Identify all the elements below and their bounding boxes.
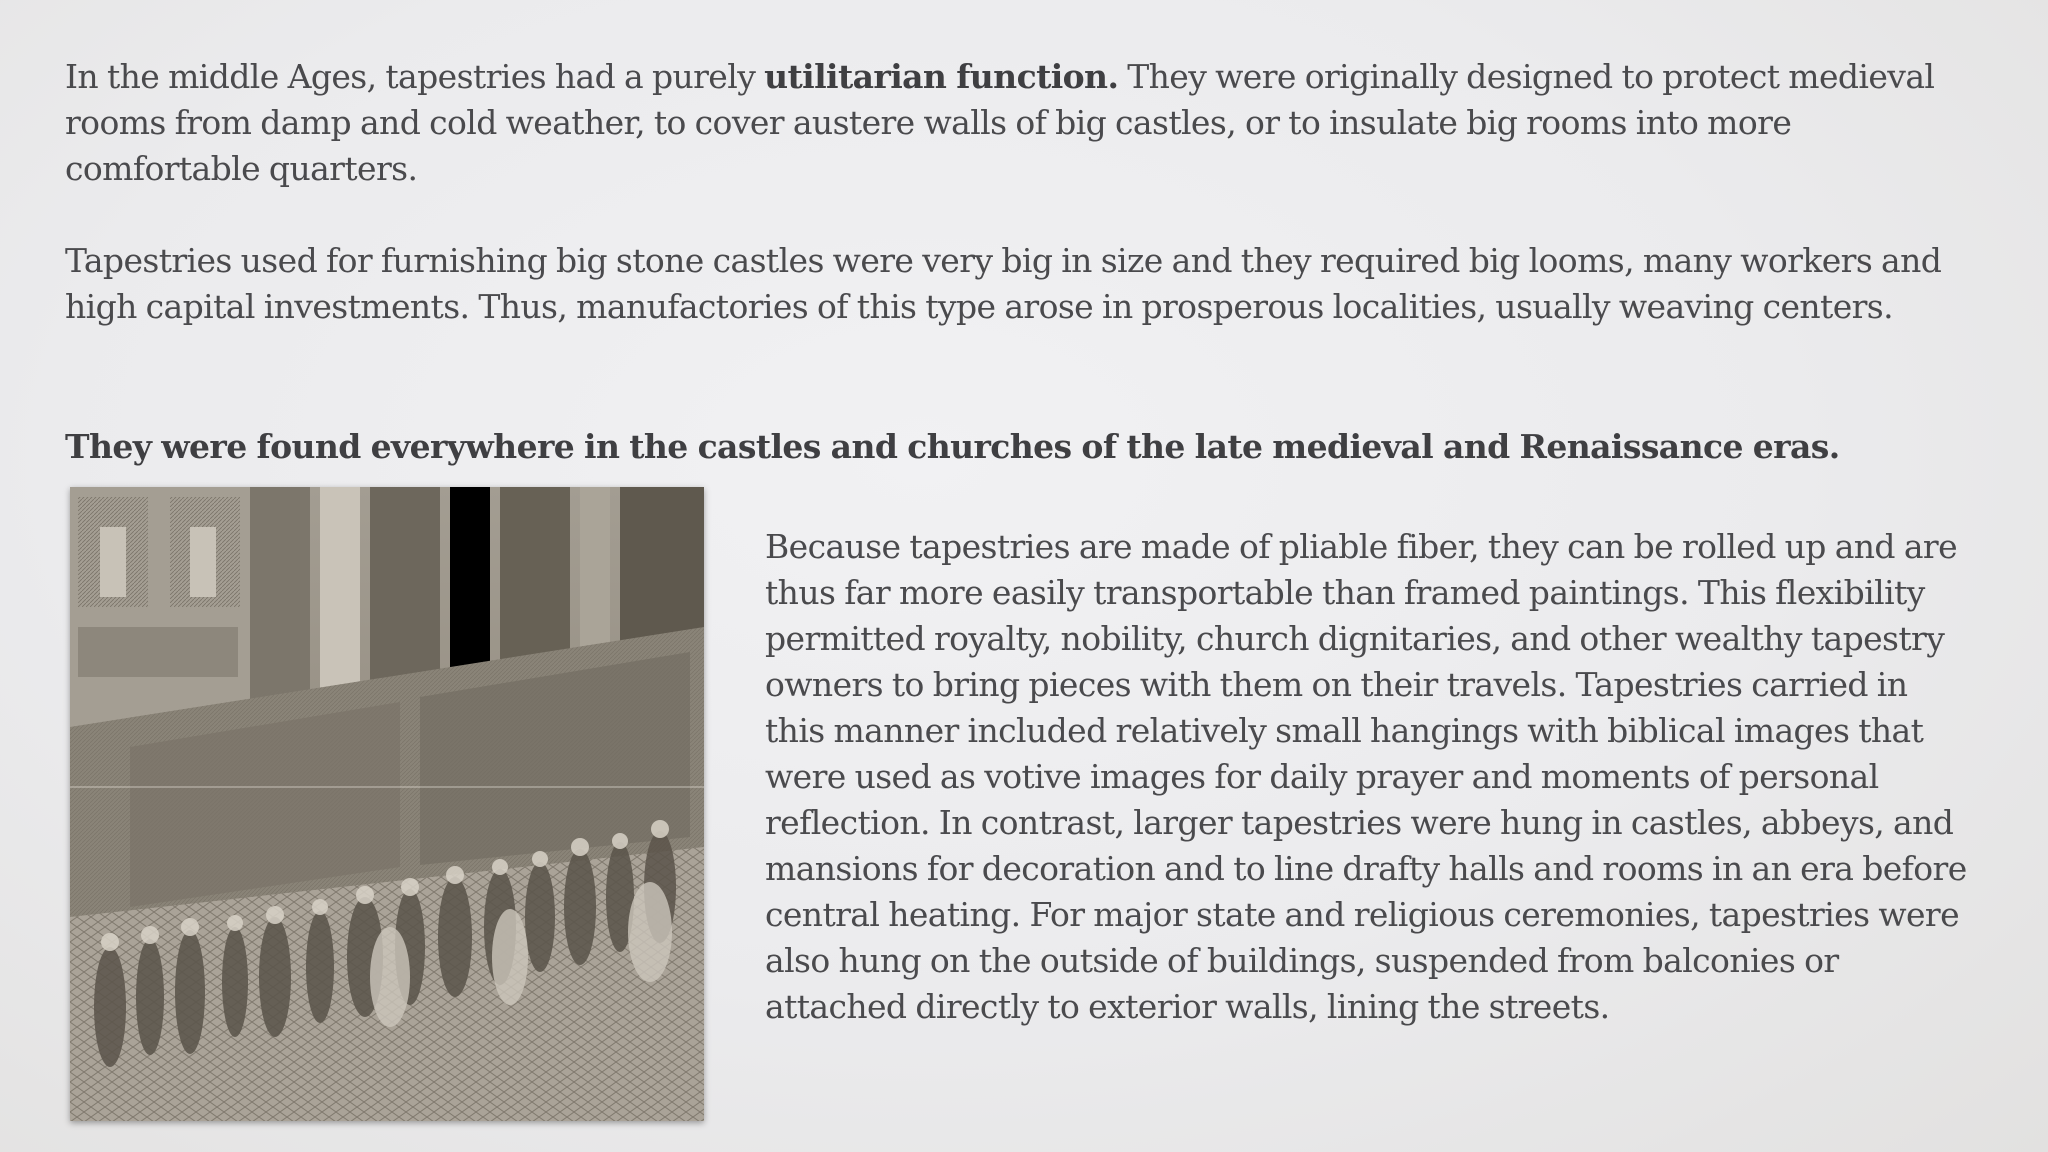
paragraph-castle-tapestries: Tapestries used for furnishing big stone castles were very big in size and they required big looms, many workers and high capital investments. Thus, manufactories of this type arose in prosperous localities, usually weaving centers. bbox=[65, 241, 1942, 326]
ceremony-engraving-illustration bbox=[70, 487, 704, 1121]
paragraph-1-bold-phrase: utilitarian function. bbox=[764, 57, 1119, 96]
paragraph-1-text-before: In the middle Ages, tapestries had a purely bbox=[65, 57, 765, 96]
paragraph-bold-statement: They were found everywhere in the castles and churches of the late medieval and Renaissance eras. bbox=[65, 427, 1840, 466]
paragraph-1-text-after: They were originally designed to protect medieval rooms from damp and cold weather, to cover austere walls of big castles, or to insulate big rooms into more comfortable quarters. bbox=[65, 57, 1935, 188]
paragraph-portability: Because tapestries are made of pliable fiber, they can be rolled up and are thus far more easily transportable than framed paintings. This flexibility permitted royalty, nobility, church dignitaries, and other wealthy tapestry owners to bring pieces with them on their travels. Tapestries carried in this manner included relatively small hangings with biblical images that were used as votive images for daily prayer and moments of personal reflection. In contrast, larger tapestries were hung in castles, abbeys, and mansions for decoration and to line drafty halls and rooms in an era before central heating. For major state and religious ceremonies, tapestries were also hung on the outside of buildings, suspended from balconies or attached directly to exterior walls, lining the streets. bbox=[765, 527, 1967, 1026]
engraving-image bbox=[70, 487, 704, 1121]
paragraph-utilitarian-function bbox=[65, 54, 1985, 192]
